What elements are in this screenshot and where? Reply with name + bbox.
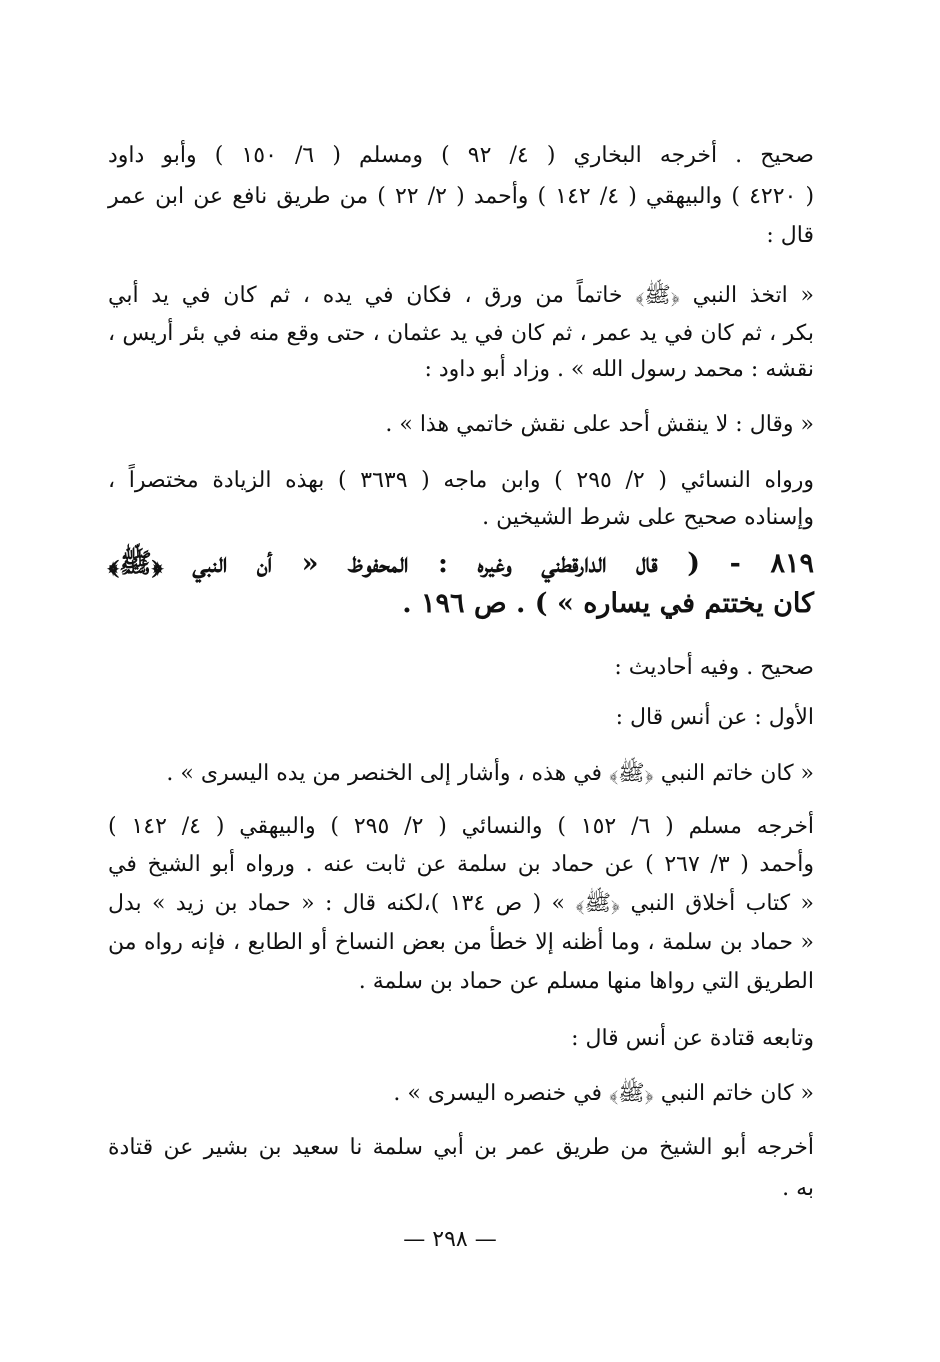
text-line-8: ورواه النسائي ( ٢/ ٢٩٥ ) وابن ماجه ( ٣٦٣٩ ) بهذه الزيادة مختصراً ، [108,468,815,493]
text-line-7: « وقال : لا ينقش أحد على نقش خاتمي هذا » . [385,412,814,437]
text-line-4: « اتخذ النبي ﴿ﷺ﴾ خاتماً من ورق ، فكان في يده ، ثم كان في يد أبي [108,283,814,308]
text-line-6: نقشه : محمد رسول الله » . وزاد أبو داود : [424,357,814,382]
text-line-14: « كان خاتم النبي ﴿ﷺ﴾ في هذه ، وأشار إلى الخنصر من يده اليسرى » . [166,761,814,786]
text-line-21: « كان خاتم النبي ﴿ﷺ﴾ في خنصره اليسرى » . [393,1081,814,1106]
text-line-5: بكر ، ثم كان في يد عمر ، ثم كان في يد عثمان ، حتى وقع منه في بئر أريس ، [108,321,814,346]
page-number: — ٢٩٨ — [403,1227,497,1252]
text-line-3: قال : [766,223,814,248]
text-line-17: « كتاب أخلاق النبي ﴿ﷺ﴾ » ( ص ١٣٤ )،لكنه قال : « حماد بن زيد » بدل [108,891,814,916]
text-line-12: صحيح . وفيه أحاديث : [614,655,814,680]
text-line-11: كان يختتم في يساره » ) . ص ١٩٦ . [402,588,814,619]
text-line-23: به . [782,1176,814,1201]
text-line-1: صحيح . أخرجه البخاري ( ٤/ ٩٢ ) ومسلم ( ٦/ ١٥٠ ) وأبو داود [108,143,814,168]
text-line-22: أخرجه أبو الشيخ من طريق عمر بن أبي سلمة نا سعيد بن بشير عن قتادة [108,1135,814,1160]
text-line-18: « حماد بن سلمة ، وما أظنه إلا خطأ من بعض النساخ أو الطابع ، فإنه رواه من [108,930,814,955]
text-line-10: ٨١٩ - ( قال الدارقطني وغيره : المحفوظ « أن النبي ﴿ﷺ﴾ [108,548,814,579]
text-line-9: وإسناده صحيح على شرط الشيخين . [482,505,814,530]
text-line-19: الطريق التي رواها منها مسلم عن حماد بن سلمة . [358,969,814,994]
text-line-16: وأحمد ( ٣/ ٢٦٧ ) عن حماد بن سلمة عن ثابت عنه . ورواه أبو الشيخ في [108,852,815,877]
text-line-15: أخرجه مسلم ( ٦/ ١٥٢ ) والنسائي ( ٢/ ٢٩٥ ) والبيهقي ( ٤/ ١٤٢ ) [108,814,815,839]
text-line-20: وتابعه قتادة عن أنس قال : [571,1026,814,1051]
text-line-2: ( ٤٢٢٠ ) والبيهقي ( ٤/ ١٤٢ ) وأحمد ( ٢/ ٢٢ ) من طريق نافع عن ابن عمر [108,184,815,209]
text-line-13: الأول : عن أنس قال : [615,705,814,730]
